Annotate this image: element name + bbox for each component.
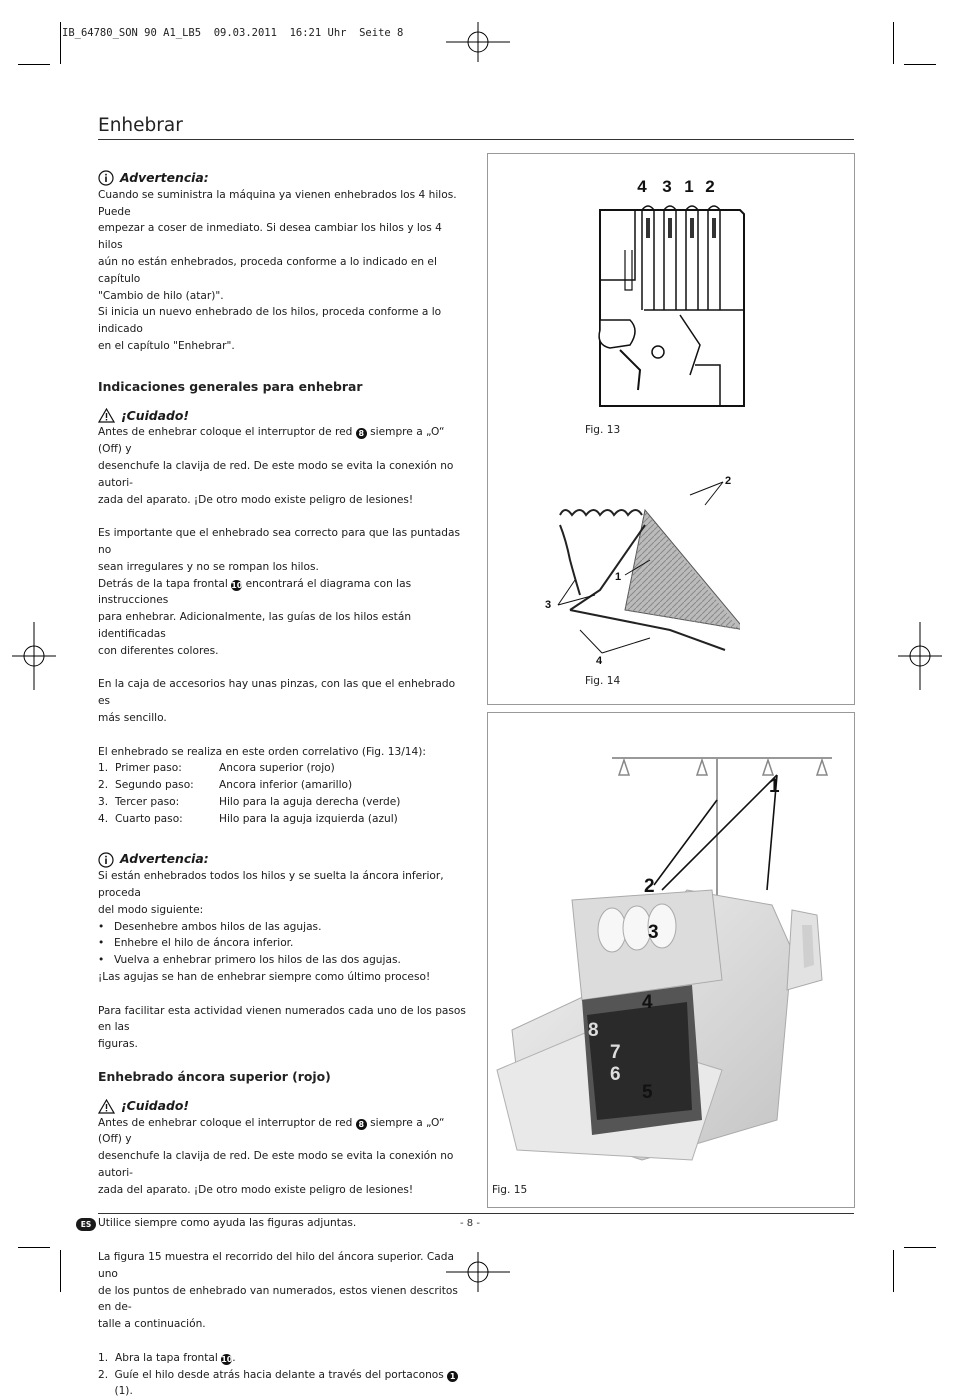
footer-rule [98, 1213, 854, 1214]
paragraph: de los puntos de enhebrado van numerados, estos vienen descritos en de- [98, 1284, 458, 1314]
figure-15-photo [492, 740, 848, 1180]
paragraph: figuras. [98, 1038, 138, 1051]
note-title: Advertencia: [120, 851, 209, 867]
crop-mark [18, 64, 50, 65]
figure-13-diagram [580, 170, 760, 410]
fig14-callout: 3 [545, 599, 552, 611]
info-icon [98, 170, 114, 186]
caution-title: ¡Cuidado! [121, 407, 190, 423]
fig13-num: 3 [662, 177, 672, 196]
order-item: 1. Primer paso: Ancora superior (rojo) [98, 762, 335, 775]
order-item: 2. Segundo paso: Ancora inferior (amarillo) [98, 779, 353, 792]
figure-13-label: Fig. 13 [585, 424, 621, 436]
paragraph: con diferentes colores. [98, 644, 219, 657]
paragraph: Detrás de la tapa frontal 10 encontrará el diagrama con las instrucciones [98, 577, 412, 607]
caution-text: Antes de enhebrar coloque el interruptor de red 8 siempre a „O“ (Off) y [98, 1116, 445, 1146]
bullet-item: • Vuelva a enhebrar primero los hilos de las dos agujas. [98, 954, 401, 967]
step-item: 1. Abra la tapa frontal 10. [98, 1351, 236, 1364]
fig14-callout: 1 [615, 571, 622, 583]
note-title: Advertencia: [120, 170, 209, 185]
caution-text: desenchufe la clavija de red. De este modo se evita la conexión no autori- [98, 1150, 454, 1180]
callout-10: 10 [231, 580, 243, 590]
crop-mark [893, 1250, 894, 1292]
figure-14-label: Fig. 14 [585, 675, 621, 687]
fig15-callout: 2 [644, 876, 655, 897]
crop-mark [18, 1247, 50, 1248]
caution-heading [98, 1098, 468, 1115]
order-item: 4. Cuarto paso: Hilo para la aguja izquierda (azul) [98, 812, 398, 825]
caution-heading [98, 408, 468, 425]
paragraph: más sencillo. [98, 711, 167, 724]
fig15-callout: 3 [648, 922, 659, 943]
print-slug: IB_64780_SON 90 A1_LB5 09.03.2011 16:21 Uhr Seite 8 [62, 27, 404, 39]
caution-text: zada del aparato. ¡De otro modo existe peligro de lesiones! [98, 493, 414, 506]
bullet-item: • Enhebre el hilo de áncora inferior. [98, 937, 294, 950]
crop-mark [60, 1250, 61, 1292]
note-text: del modo siguiente: [98, 903, 204, 916]
fig15-callout: 1 [769, 776, 780, 797]
note-text: Cuando se suministra la máquina ya vienen enhebrados los 4 hilos. Puede [98, 188, 457, 218]
page-number: - 8 - [460, 1218, 480, 1229]
fig14-callout: 4 [596, 655, 603, 667]
note-text: empezar a coser de inmediato. Si desea cambiar los hilos y los 4 hilos [98, 222, 442, 252]
note-text: aún no están enhebrados, proceda conforme a lo indicado en el capítulo [98, 255, 437, 285]
crop-mark [893, 22, 894, 64]
crop-mark [904, 1247, 936, 1248]
fig13-num: 4 [637, 177, 647, 196]
info-icon [98, 852, 114, 868]
note-text: en el capítulo "Enhebrar". [98, 339, 235, 352]
bullet-item: • Desenhebre ambos hilos de las agujas. [98, 920, 322, 933]
paragraph: para enhebrar. Adicionalmente, las guías de los hilos están identificadas [98, 611, 412, 640]
paragraph: sean irregulares y no se rompan los hilos. [98, 560, 319, 573]
fig15-callout: 6 [610, 1064, 621, 1085]
note-heading [98, 170, 468, 187]
fig15-callout: 8 [588, 1020, 599, 1041]
section-heading: Enhebrado áncora superior (rojo) [98, 1069, 331, 1085]
fig13-num: 2 [705, 177, 715, 196]
note-text: Si inicia un nuevo enhebrado de los hilos, proceda conforme a lo indicado [98, 306, 442, 336]
fig15-callout: 7 [610, 1042, 621, 1063]
paragraph: talle a continuación. [98, 1318, 206, 1331]
title-rule [98, 139, 854, 140]
registration-mark-left [12, 622, 56, 690]
warning-icon [98, 408, 115, 423]
section-heading: Indicaciones generales para enhebrar [98, 378, 363, 394]
paragraph: Para facilitar esta actividad vienen numerados cada uno de los pasos en las [98, 1004, 466, 1034]
fig13-num: 1 [684, 177, 694, 196]
fig15-callout: 5 [642, 1082, 653, 1103]
registration-mark-top [446, 22, 510, 62]
callout-1: 1 [447, 1371, 458, 1382]
paragraph: Es importante que el enhebrado sea correcto para que las puntadas no [98, 527, 461, 556]
figure-14-diagram [540, 470, 740, 670]
caution-title: ¡Cuidado! [121, 1097, 190, 1113]
crop-mark [60, 22, 61, 64]
text-column [98, 170, 468, 1400]
callout-8: 8 [356, 428, 367, 439]
note-text: "Cambio de hilo (atar)". [98, 289, 224, 302]
fig15-callout: 4 [642, 992, 653, 1013]
callout-8: 8 [356, 1119, 367, 1130]
note-text: ¡Las agujas se han de enhebrar siempre como último proceso! [98, 971, 431, 984]
paragraph: La figura 15 muestra el recorrido del hilo del áncora superior. Cada uno [98, 1251, 454, 1280]
caution-text: zada del aparato. ¡De otro modo existe peligro de lesiones! [98, 1183, 414, 1196]
fig14-callout: 2 [725, 475, 732, 487]
registration-mark-right [898, 622, 942, 690]
language-badge: ES [76, 1218, 96, 1231]
paragraph: Utilice siempre como ayuda las figuras adjuntas. [98, 1217, 357, 1230]
note-heading [98, 851, 468, 868]
order-item: 3. Tercer paso: Hilo para la aguja derecha (verde) [98, 795, 401, 808]
caution-text: desenchufe la clavija de red. De este modo se evita la conexión no autori- [98, 459, 454, 489]
callout-10: 10 [221, 1354, 233, 1364]
page-title: Enhebrar [98, 115, 183, 136]
paragraph: En la caja de accesorios hay unas pinzas, con las que el enhebrado es [98, 678, 456, 708]
warning-icon [98, 1099, 115, 1114]
note-text: Si están enhebrados todos los hilos y se suelta la áncora inferior, proceda [98, 870, 444, 900]
caution-text: Antes de enhebrar coloque el interruptor de red 8 siempre a „O“ (Off) y [98, 426, 445, 456]
step-item: 2. Guíe el hilo desde atrás hacia delante a través del portaconos 1 (1). [98, 1367, 468, 1400]
paragraph: El enhebrado se realiza en este orden correlativo (Fig. 13/14): [98, 745, 426, 758]
figure-15-label: Fig. 15 [492, 1184, 528, 1196]
crop-mark [904, 64, 936, 65]
